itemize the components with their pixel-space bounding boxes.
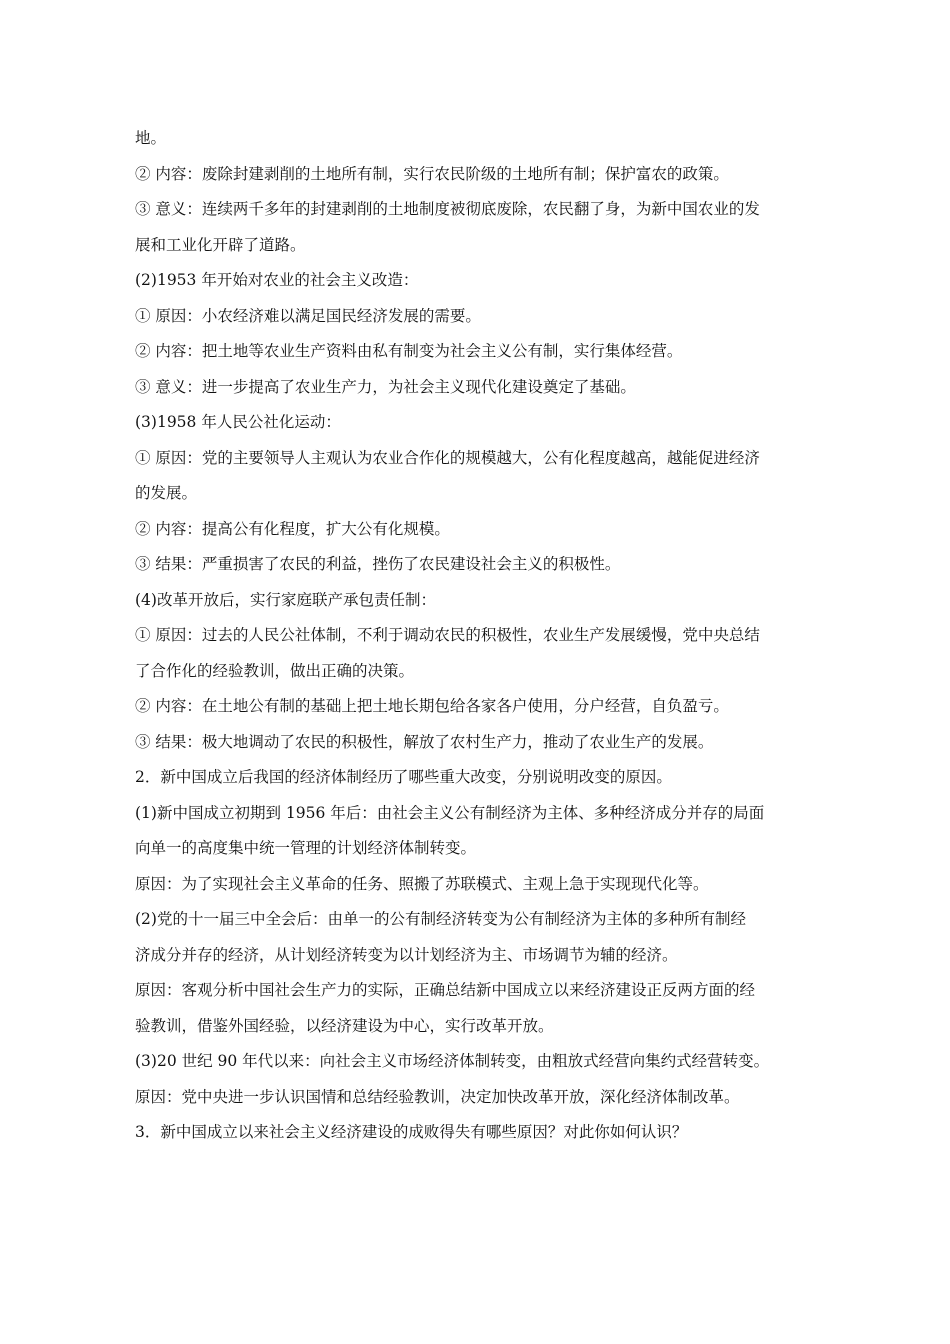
- text-line: 地。: [135, 129, 167, 147]
- text-line: (1)新中国成立初期到 1956 年后：由社会主义公有制经济为主体、多种经济成分并存的局面: [135, 803, 765, 822]
- text-line: 原因：为了实现社会主义革命的任务、照搬了苏联模式、主观上急于实现现代化等。: [135, 874, 709, 893]
- text-line: 的发展。: [135, 484, 198, 502]
- text-line: 3．新中国成立以来社会主义经济建设的成败得失有哪些原因？对此你如何认识？: [135, 1123, 688, 1141]
- text-line: (3)1958 年人民公社化运动：: [135, 413, 341, 431]
- text-line: 原因：客观分析中国社会生产力的实际，正确总结新中国成立以来经济建设正反两方面的经: [135, 981, 756, 999]
- text-line: 原因：党中央进一步认识国情和总结经验教训，决定加快改革开放，深化经济体制改革。: [135, 1087, 740, 1106]
- text-line: (4)改革开放后，实行家庭联产承包责任制：: [135, 590, 436, 609]
- text-line: ③ 结果：极大地调动了农民的积极性，解放了农村生产力，推动了农业生产的发展。: [135, 732, 714, 751]
- text-line: 验教训，借鉴外国经验，以经济建设为中心，实行改革开放。: [135, 1016, 554, 1035]
- text-line: ③ 意义：进一步提高了农业生产力，为社会主义现代化建设奠定了基础。: [135, 377, 636, 396]
- document-body: [135, 121, 825, 1151]
- text-line: (2)1953 年开始对农业的社会主义改造：: [135, 271, 419, 289]
- text-line: ② 内容：把土地等农业生产资料由私有制变为社会主义公有制，实行集体经营。: [135, 342, 683, 360]
- text-line: (2)党的十一届三中全会后：由单一的公有制经济转变为公有制经济为主体的多种所有制经: [135, 910, 746, 928]
- text-line: ③ 结果：严重损害了农民的利益，挫伤了农民建设社会主义的积极性。: [135, 555, 621, 573]
- text-line: (3)20 世纪 90 年代以来：向社会主义市场经济体制转变，由粗放式经营向集约式经营转变。: [135, 1052, 770, 1070]
- text-line: ② 内容：在土地公有制的基础上把土地长期包给各家各户使用，分户经营，自负盈亏。: [135, 697, 729, 715]
- text-line: 了合作化的经验教训，做出正确的决策。: [135, 661, 415, 680]
- text-line: 济成分并存的经济，从计划经济转变为以计划经济为主、市场调节为辅的经济。: [135, 945, 678, 964]
- text-line: ① 原因：过去的人民公社体制，不利于调动农民的积极性，农业生产发展缓慢，党中央总结: [135, 626, 760, 644]
- text-line: 2．新中国成立后我国的经济体制经历了哪些重大改变，分别说明改变的原因。: [135, 768, 672, 786]
- text-line: ① 原因：小农经济难以满足国民经济发展的需要。: [135, 306, 481, 325]
- text-line: 向单一的高度集中统一管理的计划经济体制转变。: [135, 839, 477, 857]
- text-line: ③ 意义：连续两千多年的封建剥削的土地制度被彻底废除，农民翻了身，为新中国农业的发: [135, 200, 760, 218]
- text-line: ② 内容：提高公有化程度，扩大公有化规模。: [135, 519, 450, 538]
- text-line: ② 内容：废除封建剥削的土地所有制，实行农民阶级的土地所有制；保护富农的政策。: [135, 164, 729, 183]
- text-line: ① 原因：党的主要领导人主观认为农业合作化的规模越大，公有化程度越高，越能促进经济: [135, 448, 760, 467]
- text-line: 展和工业化开辟了道路。: [135, 235, 306, 254]
